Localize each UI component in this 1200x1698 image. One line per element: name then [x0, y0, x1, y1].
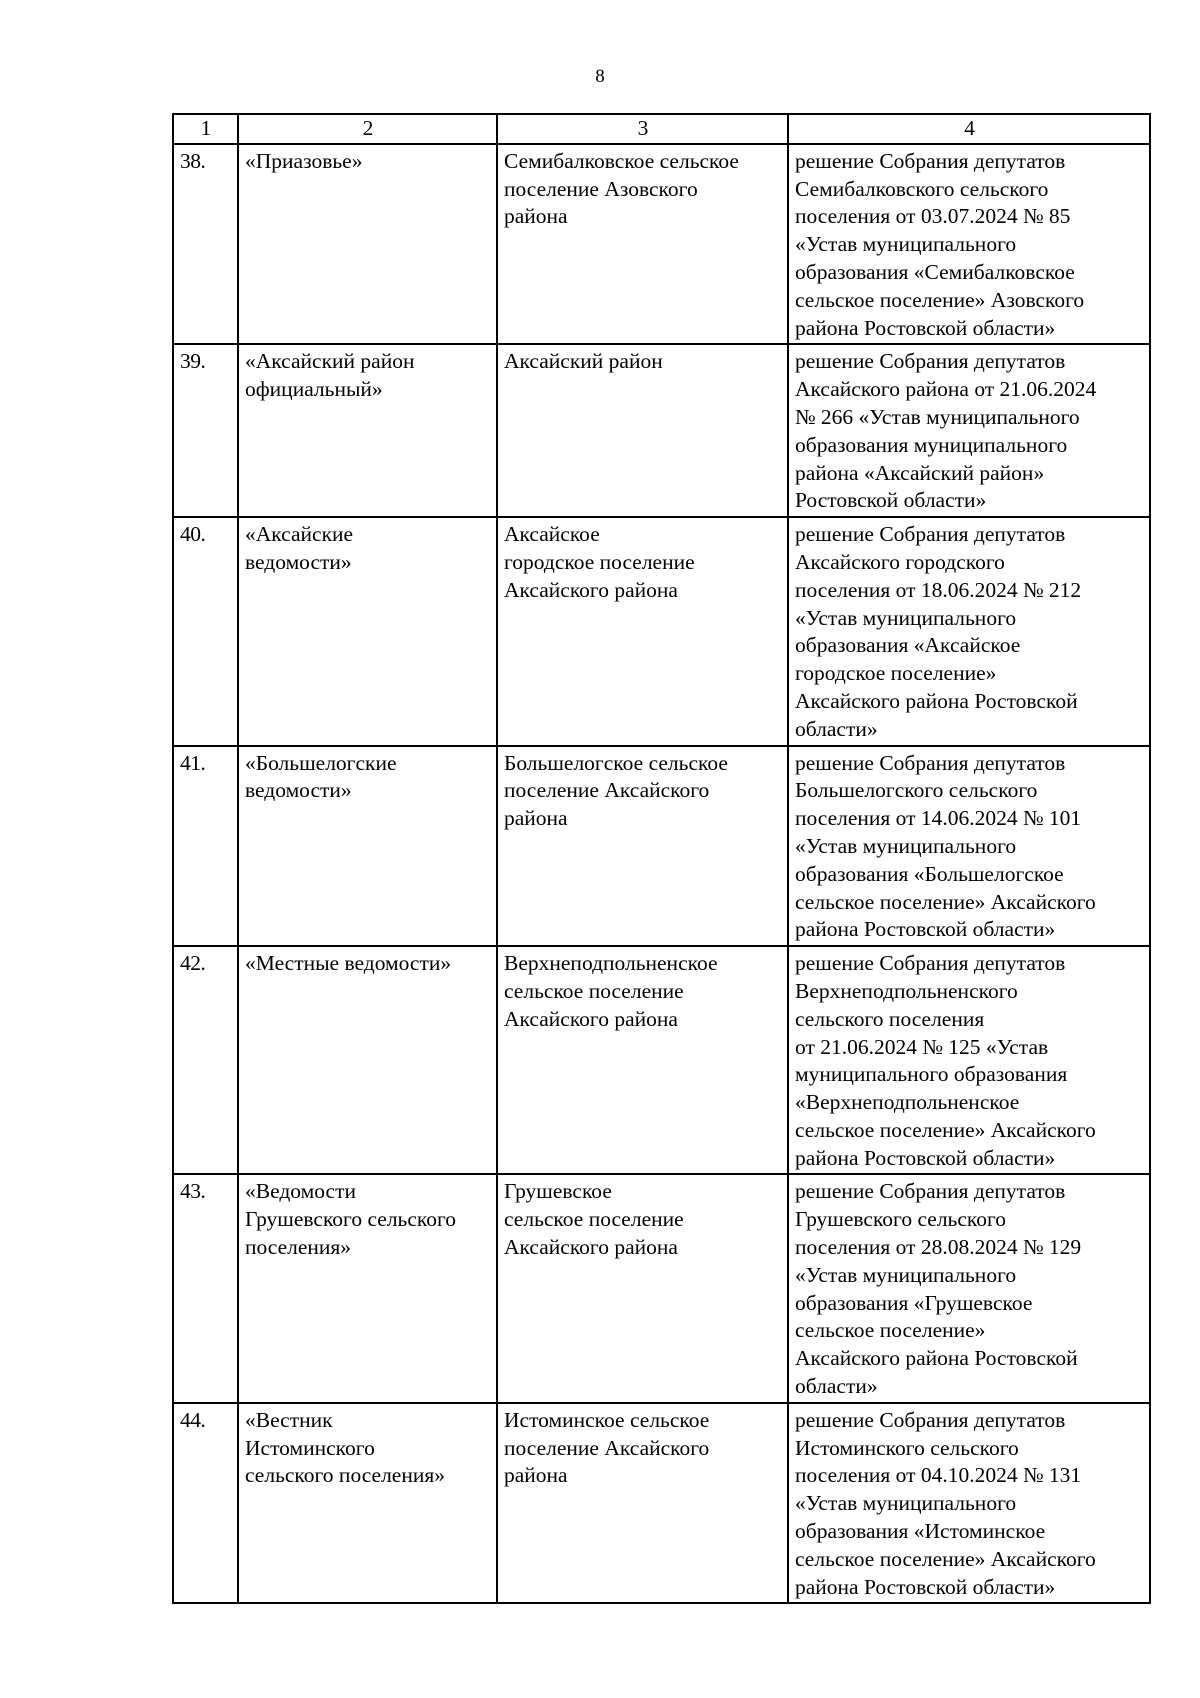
row-number: 42. — [173, 946, 238, 1174]
column-header-2: 2 — [238, 114, 497, 144]
column-header-3: 3 — [497, 114, 788, 144]
table-row — [173, 517, 1150, 745]
municipality-name: Верхнеподпольненское сельское поселение Аксайского района — [497, 946, 788, 1174]
page-number: 8 — [595, 66, 605, 87]
table-row — [173, 144, 1150, 345]
municipality-name: Аксайское городское поселение Аксайского района — [497, 517, 788, 745]
council-decision: решение Собрания депутатов Аксайского городского поселения от 18.06.2024 № 212 «Устав муниципального образования «Аксайское городское поселение» Аксайского района Ростовской области» — [788, 517, 1150, 745]
row-number: 40. — [173, 517, 238, 745]
row-number: 41. — [173, 746, 238, 947]
municipality-name: Семибалковское сельское поселение Азовского района — [497, 144, 788, 345]
municipality-name: Аксайский район — [497, 344, 788, 517]
municipality-name: Большелогское сельское поселение Аксайского района — [497, 746, 788, 947]
row-number: 38. — [173, 144, 238, 345]
header-row — [173, 114, 1150, 144]
publication-title: «Аксайский район официальный» — [238, 344, 497, 517]
registry-table — [172, 113, 1151, 1604]
column-header-4: 4 — [788, 114, 1150, 144]
row-number: 43. — [173, 1174, 238, 1402]
publication-title: «Большелогские ведомости» — [238, 746, 497, 947]
table-body — [173, 144, 1150, 1604]
publication-title: «Местные ведомости» — [238, 946, 497, 1174]
table-row — [173, 344, 1150, 517]
council-decision: решение Собрания депутатов Аксайского района от 21.06.2024 № 266 «Устав муниципального образования муниципального района «Аксайский район» Ростовской области» — [788, 344, 1150, 517]
council-decision: решение Собрания депутатов Семибалковского сельского поселения от 03.07.2024 № 85 «Устав муниципального образования «Семибалковское сельское поселение» Азовского района Ростовской области» — [788, 144, 1150, 345]
row-number: 39. — [173, 344, 238, 517]
council-decision: решение Собрания депутатов Истоминского сельского поселения от 04.10.2024 № 131 «Устав муниципального образования «Истоминское сельское поселение» Аксайского района Ростовской области» — [788, 1403, 1150, 1604]
municipality-name: Грушевское сельское поселение Аксайского района — [497, 1174, 788, 1402]
publication-title: «Аксайские ведомости» — [238, 517, 497, 745]
table-row — [173, 1403, 1150, 1604]
council-decision: решение Собрания депутатов Большелогского сельского поселения от 14.06.2024 № 101 «Устав муниципального образования «Большелогское сельское поселение» Аксайского района Ростовской области» — [788, 746, 1150, 947]
publication-title: «Вестник Истоминского сельского поселения» — [238, 1403, 497, 1604]
row-number: 44. — [173, 1403, 238, 1604]
table-header — [173, 114, 1150, 144]
table-row — [173, 946, 1150, 1174]
council-decision: решение Собрания депутатов Грушевского сельского поселения от 28.08.2024 № 129 «Устав муниципального образования «Грушевское сельское поселение» Аксайского района Ростовской области» — [788, 1174, 1150, 1402]
column-header-1: 1 — [173, 114, 238, 144]
table-row — [173, 1174, 1150, 1402]
council-decision: решение Собрания депутатов Верхнеподпольненского сельского поселения от 21.06.2024 № 125 «Устав муниципального образования «Верхнеподпольненское сельское поселение» Аксайского района Ростовской области» — [788, 946, 1150, 1174]
publication-title: «Приазовье» — [238, 144, 497, 345]
publication-title: «Ведомости Грушевского сельского поселения» — [238, 1174, 497, 1402]
table-row — [173, 746, 1150, 947]
municipality-name: Истоминское сельское поселение Аксайского района — [497, 1403, 788, 1604]
